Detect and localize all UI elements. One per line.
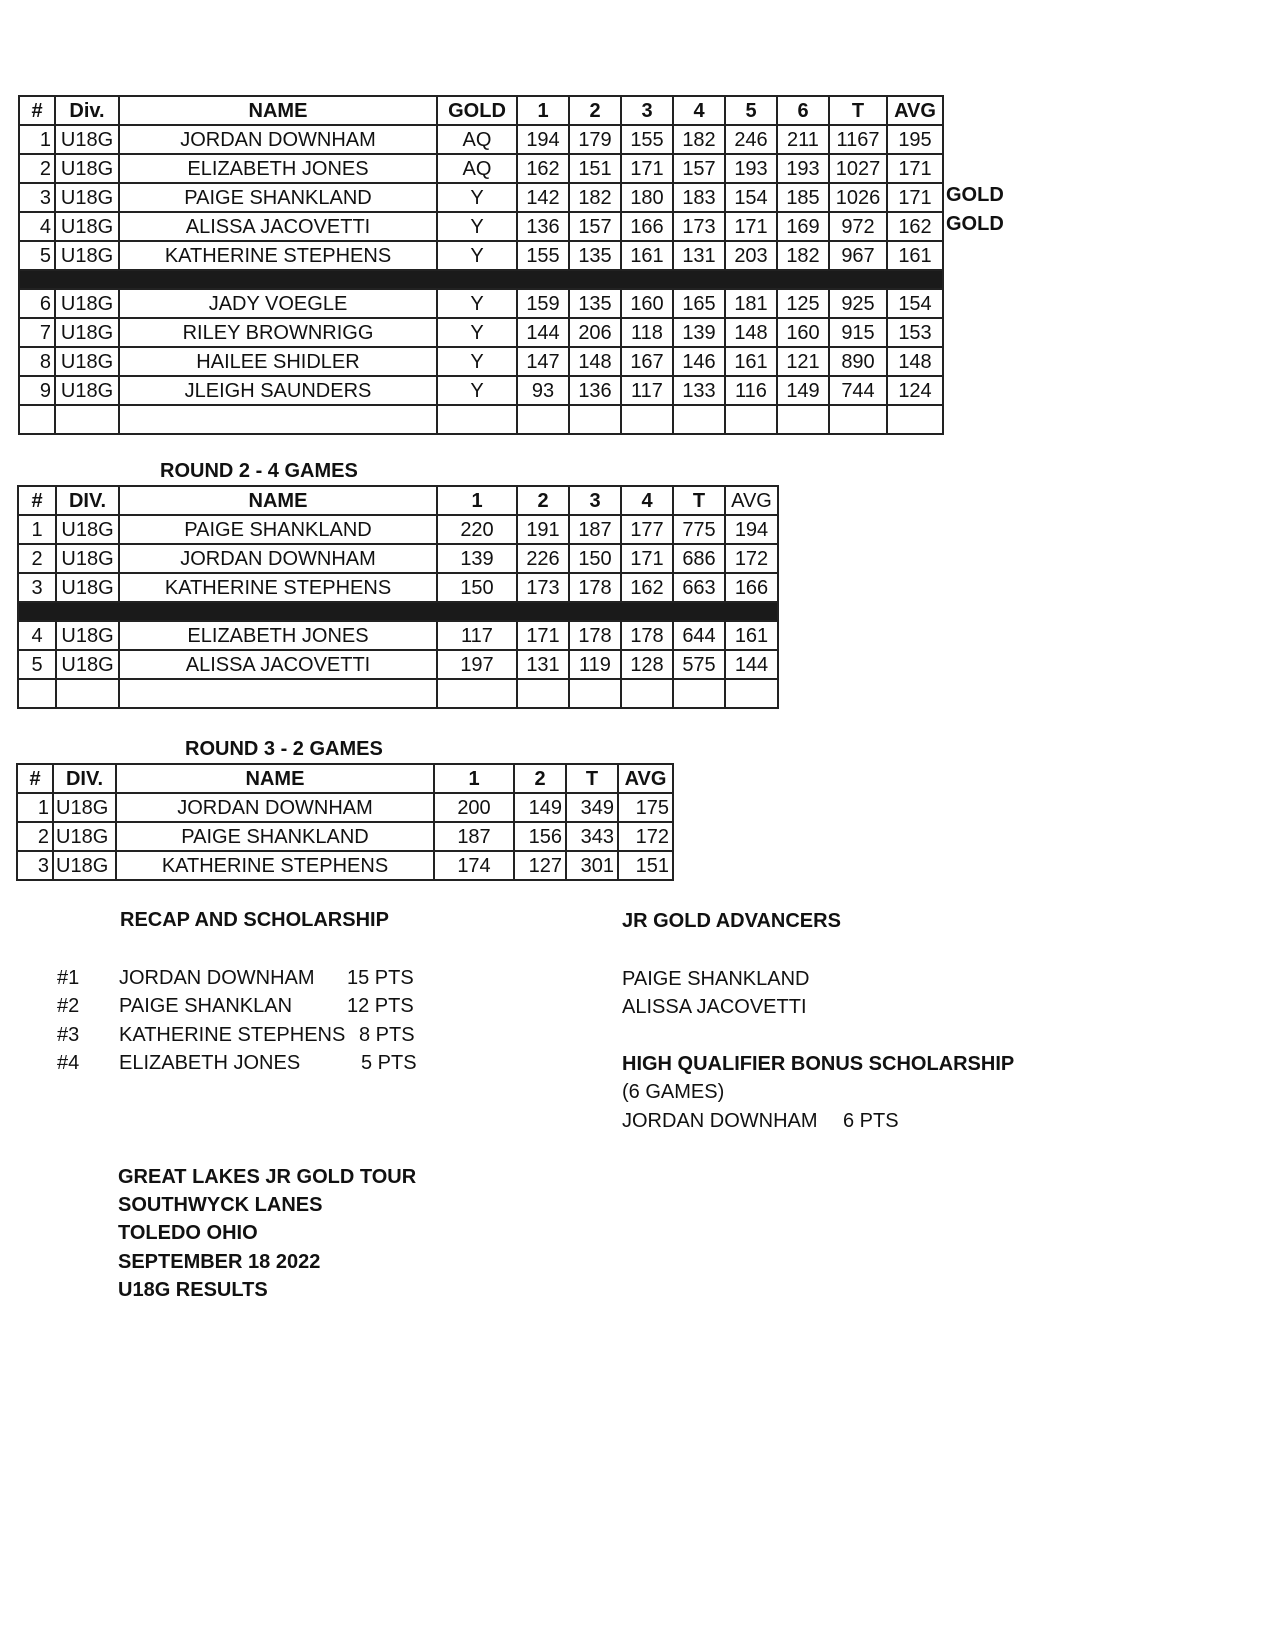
game-cell: 136 <box>569 376 621 405</box>
game-cell: 121 <box>777 347 829 376</box>
rank-cell: 1 <box>18 515 56 544</box>
name-cell: JORDAN DOWNHAM <box>119 544 437 573</box>
div-cell: U18G <box>55 212 119 241</box>
game-cell: 182 <box>673 125 725 154</box>
game-cell: 171 <box>621 544 673 573</box>
div-cell: U18G <box>56 544 119 573</box>
avg-cell: 144 <box>725 650 778 679</box>
game-cell: 171 <box>517 621 569 650</box>
table-row <box>17 851 673 880</box>
game-cell: 150 <box>569 544 621 573</box>
col-header: T <box>829 96 887 125</box>
game-cell: 169 <box>777 212 829 241</box>
total-cell: 663 <box>673 573 725 602</box>
total-cell: 575 <box>673 650 725 679</box>
table-row <box>17 822 673 851</box>
rank-cell: 2 <box>17 822 53 851</box>
col-header: 2 <box>514 764 566 793</box>
avg-cell: 162 <box>887 212 943 241</box>
total-cell: 343 <box>566 822 618 851</box>
name-cell: ALISSA JACOVETTI <box>119 650 437 679</box>
game-cell: 187 <box>434 822 514 851</box>
avg-cell: 194 <box>725 515 778 544</box>
rank-cell: 5 <box>19 241 55 270</box>
avg-cell: 172 <box>618 822 673 851</box>
div-cell: U18G <box>53 851 116 880</box>
rank-cell: 3 <box>19 183 55 212</box>
table-row <box>19 125 943 154</box>
round2-header-row <box>18 486 778 515</box>
table-row <box>19 183 943 212</box>
rank-cell: 2 <box>19 154 55 183</box>
event-venue: SOUTHWYCK LANES <box>118 1194 323 1216</box>
game-cell: 178 <box>621 621 673 650</box>
col-header: 1 <box>434 764 514 793</box>
rank-cell: 7 <box>19 318 55 347</box>
high-qualifier-pts: 6 PTS <box>843 1110 899 1132</box>
empty-row <box>18 679 778 708</box>
recap-name: PAIGE SHANKLAN <box>119 995 293 1017</box>
game-cell: 174 <box>434 851 514 880</box>
recap-rank: #3 <box>57 1024 80 1046</box>
game-cell: 146 <box>673 347 725 376</box>
game-cell: 178 <box>569 621 621 650</box>
col-header: 4 <box>621 486 673 515</box>
game-cell: 200 <box>434 793 514 822</box>
recap-rank: #1 <box>57 967 80 989</box>
avg-cell: 153 <box>887 318 943 347</box>
gold-cell: AQ <box>437 154 517 183</box>
game-cell: 177 <box>621 515 673 544</box>
avg-cell: 172 <box>725 544 778 573</box>
game-cell: 125 <box>777 289 829 318</box>
game-cell: 182 <box>569 183 621 212</box>
high-qualifier-name: JORDAN DOWNHAM <box>622 1110 818 1132</box>
gold-cell: Y <box>437 183 517 212</box>
game-cell: 156 <box>514 822 566 851</box>
col-header: NAME <box>119 486 437 515</box>
gold-note: GOLD <box>946 184 1004 206</box>
total-cell: 686 <box>673 544 725 573</box>
div-cell: U18G <box>55 376 119 405</box>
recap-name: JORDAN DOWNHAM <box>119 967 315 989</box>
total-cell: 1167 <box>829 125 887 154</box>
name-cell: RILEY BROWNRIGG <box>119 318 437 347</box>
col-header: T <box>673 486 725 515</box>
game-cell: 167 <box>621 347 673 376</box>
game-cell: 193 <box>725 154 777 183</box>
avg-cell: 151 <box>618 851 673 880</box>
game-cell: 161 <box>621 241 673 270</box>
game-cell: 166 <box>621 212 673 241</box>
game-cell: 183 <box>673 183 725 212</box>
game-cell: 171 <box>725 212 777 241</box>
avg-cell: 171 <box>887 154 943 183</box>
avg-cell: 195 <box>887 125 943 154</box>
game-cell: 179 <box>569 125 621 154</box>
recap-rank: #4 <box>57 1052 80 1074</box>
game-cell: 139 <box>673 318 725 347</box>
col-header: 1 <box>437 486 517 515</box>
col-header: 2 <box>569 96 621 125</box>
col-header: AVG <box>887 96 943 125</box>
table-row <box>19 289 943 318</box>
recap-pts: 15 PTS <box>347 967 414 989</box>
game-cell: 136 <box>517 212 569 241</box>
total-cell: 644 <box>673 621 725 650</box>
table-row <box>19 318 943 347</box>
game-cell: 161 <box>725 347 777 376</box>
table-row <box>19 241 943 270</box>
game-cell: 180 <box>621 183 673 212</box>
event-results-label: U18G RESULTS <box>118 1279 268 1301</box>
game-cell: 226 <box>517 544 569 573</box>
game-cell: 144 <box>517 318 569 347</box>
game-cell: 173 <box>673 212 725 241</box>
cutoff-divider <box>18 602 778 621</box>
game-cell: 162 <box>517 154 569 183</box>
div-cell: U18G <box>55 154 119 183</box>
advancer-name: PAIGE SHANKLAND <box>622 968 810 990</box>
game-cell: 139 <box>437 544 517 573</box>
high-qualifier-title: HIGH QUALIFIER BONUS SCHOLARSHIP <box>622 1053 1015 1075</box>
rank-cell: 9 <box>19 376 55 405</box>
col-header: # <box>19 96 55 125</box>
col-header: NAME <box>116 764 434 793</box>
avg-cell: 148 <box>887 347 943 376</box>
game-cell: 193 <box>777 154 829 183</box>
game-cell: 154 <box>725 183 777 212</box>
game-cell: 206 <box>569 318 621 347</box>
col-header: DIV. <box>53 764 116 793</box>
total-cell: 744 <box>829 376 887 405</box>
col-header: 1 <box>517 96 569 125</box>
avg-cell: 124 <box>887 376 943 405</box>
game-cell: 181 <box>725 289 777 318</box>
game-cell: 127 <box>514 851 566 880</box>
game-cell: 131 <box>517 650 569 679</box>
col-header: AVG <box>725 486 778 515</box>
advancer-name: ALISSA JACOVETTI <box>622 996 807 1018</box>
recap-pts: 8 PTS <box>359 1024 415 1046</box>
game-cell: 135 <box>569 289 621 318</box>
game-cell: 119 <box>569 650 621 679</box>
rank-cell: 1 <box>17 793 53 822</box>
game-cell: 246 <box>725 125 777 154</box>
table-row <box>18 621 778 650</box>
game-cell: 191 <box>517 515 569 544</box>
table-row <box>19 347 943 376</box>
game-cell: 162 <box>621 573 673 602</box>
gold-cell: Y <box>437 212 517 241</box>
high-qualifier-subtitle: (6 GAMES) <box>622 1081 725 1103</box>
game-cell: 148 <box>569 347 621 376</box>
game-cell: 117 <box>437 621 517 650</box>
avg-cell: 154 <box>887 289 943 318</box>
div-cell: U18G <box>56 621 119 650</box>
div-cell: U18G <box>53 793 116 822</box>
event-date: SEPTEMBER 18 2022 <box>118 1251 321 1273</box>
gold-cell: Y <box>437 318 517 347</box>
div-cell: U18G <box>56 515 119 544</box>
recap-pts: 5 PTS <box>361 1052 417 1074</box>
col-header: # <box>18 486 56 515</box>
rank-cell: 1 <box>19 125 55 154</box>
name-cell: KATHERINE STEPHENS <box>119 241 437 270</box>
table-row <box>18 650 778 679</box>
col-header: 4 <box>673 96 725 125</box>
advancers-title: JR GOLD ADVANCERS <box>622 910 841 932</box>
game-cell: 178 <box>569 573 621 602</box>
name-cell: PAIGE SHANKLAND <box>119 515 437 544</box>
game-cell: 117 <box>621 376 673 405</box>
div-cell: U18G <box>56 650 119 679</box>
rank-cell: 4 <box>19 212 55 241</box>
div-cell: U18G <box>53 822 116 851</box>
game-cell: 194 <box>517 125 569 154</box>
game-cell: 155 <box>517 241 569 270</box>
event-tour: GREAT LAKES JR GOLD TOUR <box>118 1166 417 1188</box>
name-cell: HAILEE SHIDLER <box>119 347 437 376</box>
rank-cell: 5 <box>18 650 56 679</box>
rank-cell: 3 <box>17 851 53 880</box>
recap-rank: #2 <box>57 995 80 1017</box>
game-cell: 159 <box>517 289 569 318</box>
game-cell: 220 <box>437 515 517 544</box>
round3-title: ROUND 3 - 2 GAMES <box>185 738 383 760</box>
recap-pts: 12 PTS <box>347 995 414 1017</box>
col-header: Div. <box>55 96 119 125</box>
game-cell: 173 <box>517 573 569 602</box>
gold-cell: Y <box>437 376 517 405</box>
game-cell: 118 <box>621 318 673 347</box>
name-cell: ALISSA JACOVETTI <box>119 212 437 241</box>
game-cell: 149 <box>514 793 566 822</box>
table-row <box>19 212 943 241</box>
total-cell: 925 <box>829 289 887 318</box>
game-cell: 211 <box>777 125 829 154</box>
name-cell: ELIZABETH JONES <box>119 621 437 650</box>
name-cell: JORDAN DOWNHAM <box>116 793 434 822</box>
col-header: 6 <box>777 96 829 125</box>
total-cell: 1026 <box>829 183 887 212</box>
col-header: DIV. <box>56 486 119 515</box>
game-cell: 185 <box>777 183 829 212</box>
col-header: NAME <box>119 96 437 125</box>
name-cell: ELIZABETH JONES <box>119 154 437 183</box>
total-cell: 972 <box>829 212 887 241</box>
rank-cell: 2 <box>18 544 56 573</box>
game-cell: 93 <box>517 376 569 405</box>
table-row <box>18 573 778 602</box>
round2-table <box>17 485 779 709</box>
event-location: TOLEDO OHIO <box>118 1222 258 1244</box>
rank-cell: 3 <box>18 573 56 602</box>
game-cell: 128 <box>621 650 673 679</box>
game-cell: 155 <box>621 125 673 154</box>
div-cell: U18G <box>55 318 119 347</box>
empty-row <box>19 405 943 434</box>
rank-cell: 6 <box>19 289 55 318</box>
game-cell: 171 <box>621 154 673 183</box>
game-cell: 147 <box>517 347 569 376</box>
cutoff-divider <box>19 270 943 289</box>
gold-cell: Y <box>437 241 517 270</box>
div-cell: U18G <box>55 125 119 154</box>
col-header: 5 <box>725 96 777 125</box>
col-header: GOLD <box>437 96 517 125</box>
col-header: # <box>17 764 53 793</box>
game-cell: 131 <box>673 241 725 270</box>
name-cell: PAIGE SHANKLAND <box>119 183 437 212</box>
game-cell: 203 <box>725 241 777 270</box>
gold-cell: Y <box>437 347 517 376</box>
game-cell: 142 <box>517 183 569 212</box>
round1-header-row <box>19 96 943 125</box>
game-cell: 151 <box>569 154 621 183</box>
col-header: 3 <box>569 486 621 515</box>
total-cell: 1027 <box>829 154 887 183</box>
gold-cell: AQ <box>437 125 517 154</box>
game-cell: 157 <box>569 212 621 241</box>
name-cell: KATHERINE STEPHENS <box>119 573 437 602</box>
total-cell: 775 <box>673 515 725 544</box>
avg-cell: 175 <box>618 793 673 822</box>
game-cell: 150 <box>437 573 517 602</box>
gold-note: GOLD <box>946 213 1004 235</box>
div-cell: U18G <box>55 183 119 212</box>
col-header: AVG <box>618 764 673 793</box>
table-row <box>19 376 943 405</box>
game-cell: 157 <box>673 154 725 183</box>
name-cell: KATHERINE STEPHENS <box>116 851 434 880</box>
total-cell: 349 <box>566 793 618 822</box>
table-row <box>18 544 778 573</box>
recap-name: ELIZABETH JONES <box>119 1052 301 1074</box>
div-cell: U18G <box>55 347 119 376</box>
game-cell: 197 <box>437 650 517 679</box>
col-header: 3 <box>621 96 673 125</box>
game-cell: 160 <box>621 289 673 318</box>
round1-table <box>18 95 944 435</box>
round3-table <box>16 763 674 881</box>
div-cell: U18G <box>56 573 119 602</box>
table-row <box>18 515 778 544</box>
total-cell: 967 <box>829 241 887 270</box>
recap-name: KATHERINE STEPHENS <box>119 1024 346 1046</box>
table-row <box>17 793 673 822</box>
avg-cell: 161 <box>725 621 778 650</box>
name-cell: JORDAN DOWNHAM <box>119 125 437 154</box>
game-cell: 135 <box>569 241 621 270</box>
game-cell: 160 <box>777 318 829 347</box>
game-cell: 148 <box>725 318 777 347</box>
col-header: T <box>566 764 618 793</box>
game-cell: 133 <box>673 376 725 405</box>
round3-header-row <box>17 764 673 793</box>
rank-cell: 8 <box>19 347 55 376</box>
name-cell: PAIGE SHANKLAND <box>116 822 434 851</box>
round2-title: ROUND 2 - 4 GAMES <box>160 460 358 482</box>
name-cell: JLEIGH SAUNDERS <box>119 376 437 405</box>
total-cell: 301 <box>566 851 618 880</box>
game-cell: 116 <box>725 376 777 405</box>
game-cell: 149 <box>777 376 829 405</box>
total-cell: 915 <box>829 318 887 347</box>
total-cell: 890 <box>829 347 887 376</box>
table-row <box>19 154 943 183</box>
col-header: 2 <box>517 486 569 515</box>
div-cell: U18G <box>55 241 119 270</box>
avg-cell: 171 <box>887 183 943 212</box>
avg-cell: 161 <box>887 241 943 270</box>
game-cell: 182 <box>777 241 829 270</box>
div-cell: U18G <box>55 289 119 318</box>
name-cell: JADY VOEGLE <box>119 289 437 318</box>
recap-title: RECAP AND SCHOLARSHIP <box>120 909 389 931</box>
rank-cell: 4 <box>18 621 56 650</box>
avg-cell: 166 <box>725 573 778 602</box>
game-cell: 165 <box>673 289 725 318</box>
game-cell: 187 <box>569 515 621 544</box>
gold-cell: Y <box>437 289 517 318</box>
